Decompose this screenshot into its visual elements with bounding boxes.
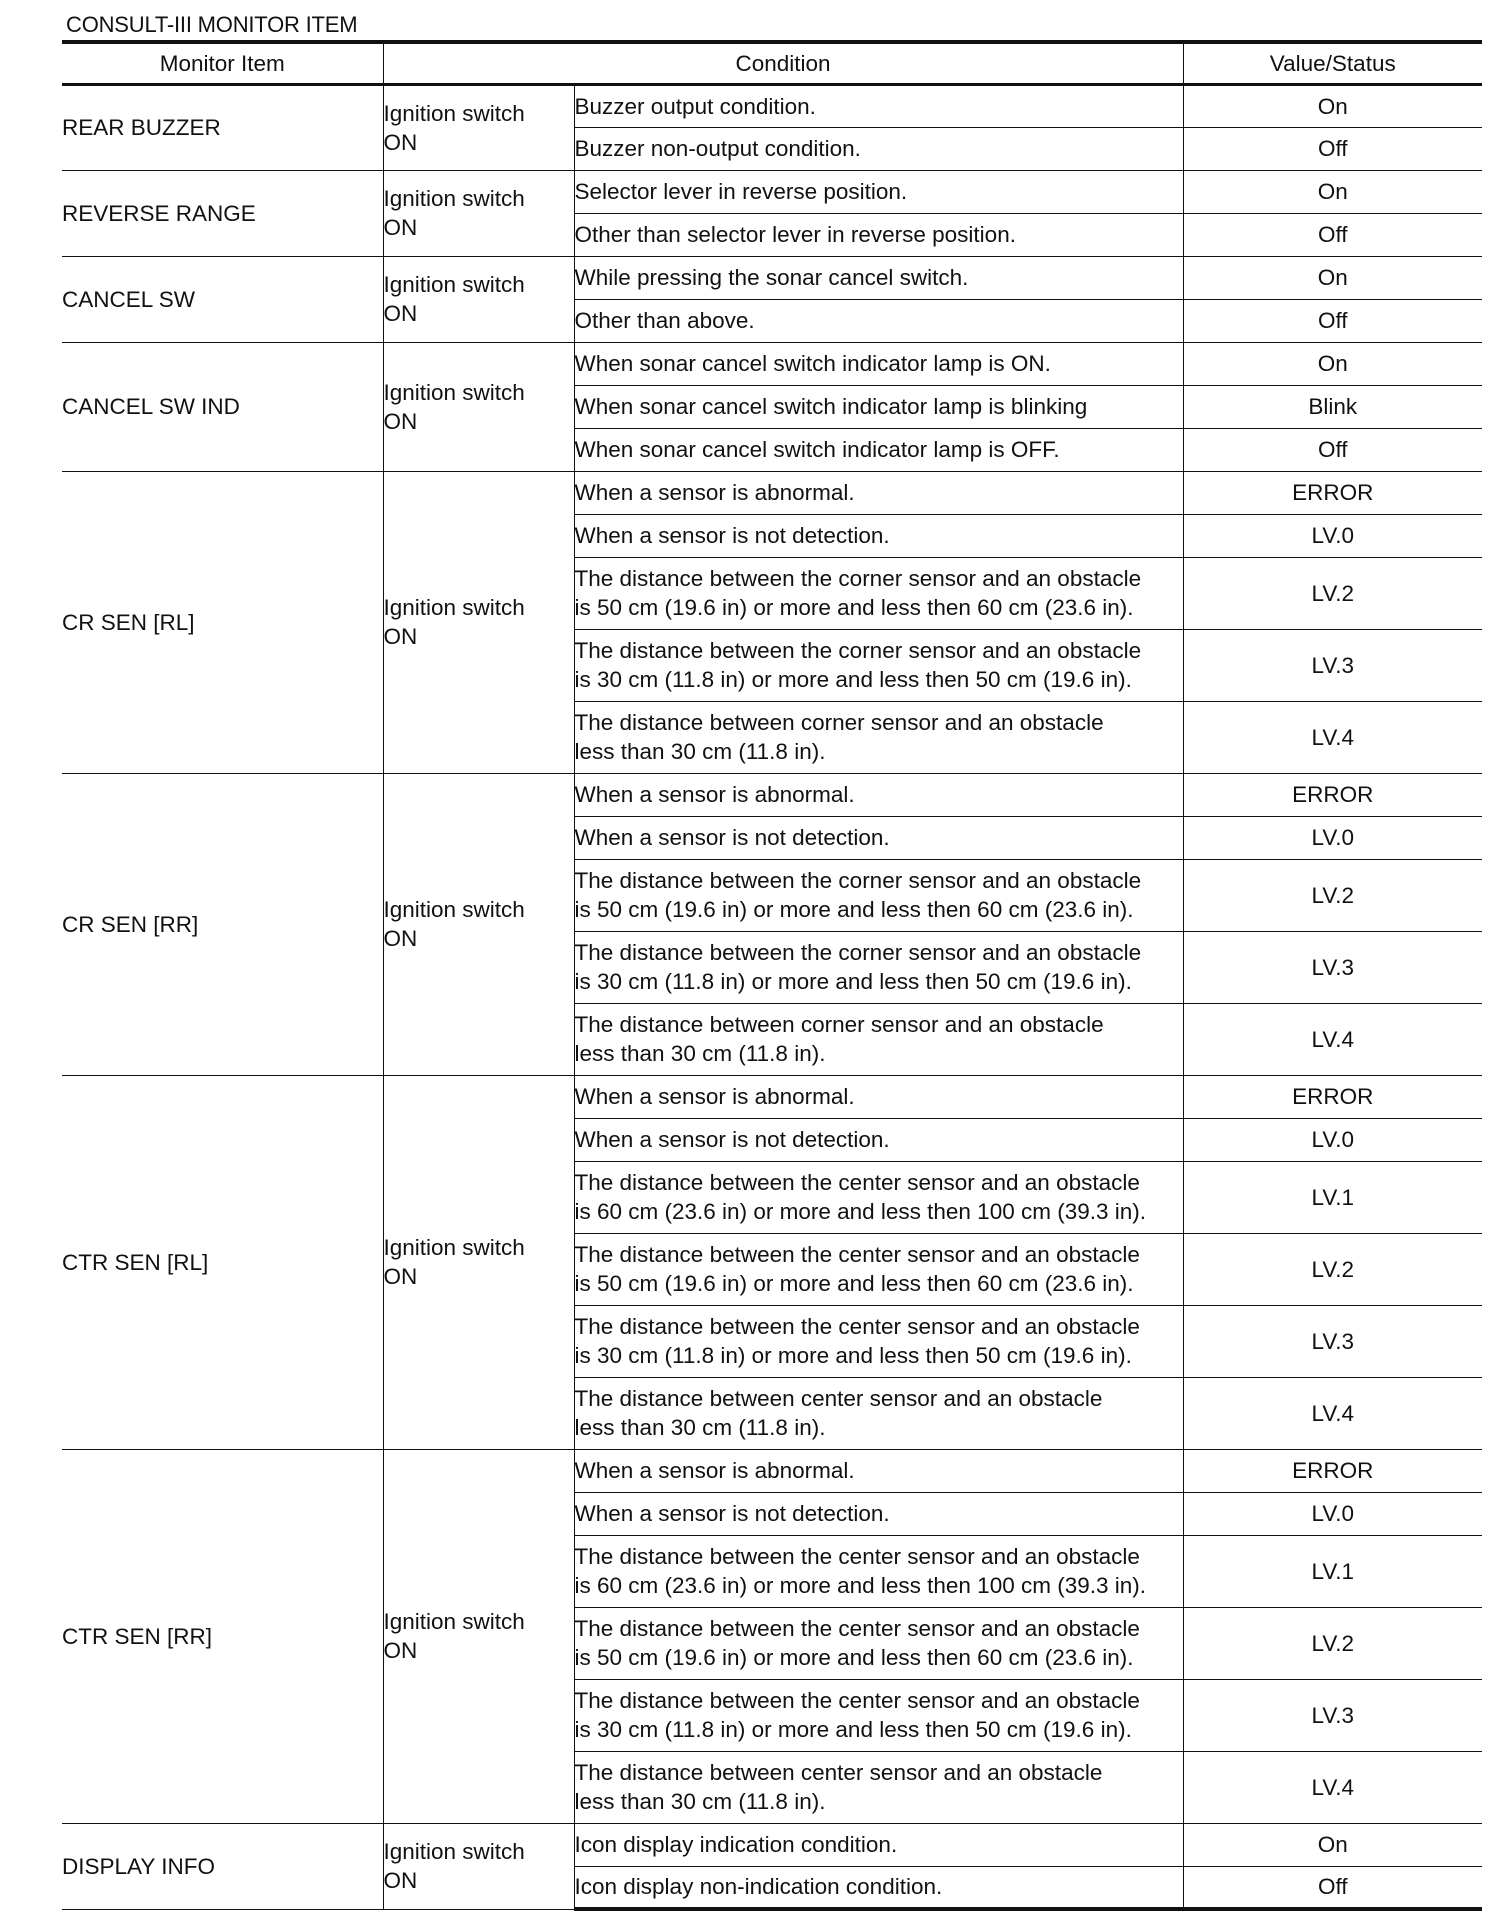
- header-monitor-item: Monitor Item: [62, 42, 383, 84]
- monitor-item-cell: CR SEN [RR]: [62, 773, 383, 1075]
- ignition-switch-label: Ignition switch: [383, 186, 525, 211]
- value-status-cell: LV.0: [1183, 514, 1482, 557]
- ignition-condition-cell: [383, 84, 574, 170]
- monitor-item-cell: CTR SEN [RL]: [62, 1075, 383, 1449]
- table-row: [62, 342, 1482, 385]
- condition-text-line1: When sonar cancel switch indicator lamp is ON.: [574, 351, 1051, 376]
- header-row: [62, 42, 1482, 84]
- condition-text-line1: The distance between the center sensor and an obstacle: [574, 1242, 1140, 1267]
- table-row: [62, 170, 1482, 213]
- value-status-cell: LV.4: [1183, 1003, 1482, 1075]
- table-row: [62, 84, 1482, 127]
- value-status-cell: LV.0: [1183, 1118, 1482, 1161]
- condition-cell: [574, 1233, 1183, 1305]
- condition-text-line2: less than 30 cm (11.8 in).: [574, 739, 826, 764]
- condition-text-line1: Other than selector lever in reverse position.: [574, 222, 1016, 247]
- monitor-item-cell: CR SEN [RL]: [62, 471, 383, 773]
- value-status-cell: ERROR: [1183, 773, 1482, 816]
- condition-text-line1: Buzzer non-output condition.: [574, 136, 861, 161]
- condition-text-line2: is 60 cm (23.6 in) or more and less then 100 cm (39.3 in).: [574, 1573, 1147, 1598]
- value-status-cell: Off: [1183, 127, 1482, 170]
- header-value-status: Value/Status: [1183, 42, 1482, 84]
- condition-text-line2: less than 30 cm (11.8 in).: [574, 1789, 826, 1814]
- condition-text-line1: The distance between the center sensor and an obstacle: [574, 1170, 1140, 1195]
- value-status-cell: ERROR: [1183, 471, 1482, 514]
- condition-text-line1: When a sensor is not detection.: [574, 523, 890, 548]
- condition-cell: [574, 629, 1183, 701]
- value-status-cell: LV.0: [1183, 816, 1482, 859]
- condition-cell: [574, 84, 1183, 127]
- value-status-cell: Off: [1183, 299, 1482, 342]
- value-status-cell: Off: [1183, 1866, 1482, 1909]
- value-status-cell: LV.4: [1183, 701, 1482, 773]
- value-status-cell: ERROR: [1183, 1449, 1482, 1492]
- value-status-cell: LV.2: [1183, 557, 1482, 629]
- ignition-condition-cell: [383, 1823, 574, 1909]
- ignition-switch-label: Ignition switch: [383, 897, 525, 922]
- ignition-switch-label: Ignition switch: [383, 1235, 525, 1260]
- condition-cell: [574, 1823, 1183, 1866]
- condition-text-line2: less than 30 cm (11.8 in).: [574, 1415, 826, 1440]
- table-row: [62, 773, 1482, 816]
- condition-cell: [574, 773, 1183, 816]
- condition-text-line2: is 60 cm (23.6 in) or more and less then 100 cm (39.3 in).: [574, 1199, 1147, 1224]
- condition-cell: [574, 1535, 1183, 1607]
- condition-text-line2: is 30 cm (11.8 in) or more and less then 50 cm (19.6 in).: [574, 667, 1132, 692]
- condition-cell: [574, 1305, 1183, 1377]
- condition-cell: [574, 213, 1183, 256]
- condition-text-line1: When a sensor is abnormal.: [574, 480, 855, 505]
- value-status-cell: On: [1183, 84, 1482, 127]
- condition-cell: [574, 701, 1183, 773]
- value-status-cell: LV.4: [1183, 1751, 1482, 1823]
- value-status-cell: LV.2: [1183, 1233, 1482, 1305]
- value-status-cell: LV.1: [1183, 1535, 1482, 1607]
- condition-text-line1: The distance between corner sensor and an obstacle: [574, 1012, 1104, 1037]
- condition-cell: [574, 1449, 1183, 1492]
- value-status-cell: LV.3: [1183, 931, 1482, 1003]
- value-status-cell: On: [1183, 1823, 1482, 1866]
- condition-text-line2: is 30 cm (11.8 in) or more and less then 50 cm (19.6 in).: [574, 1343, 1132, 1368]
- condition-text-line1: The distance between the center sensor and an obstacle: [574, 1616, 1140, 1641]
- value-status-cell: On: [1183, 256, 1482, 299]
- condition-text-line1: Buzzer output condition.: [574, 93, 816, 119]
- ignition-switch-label: Ignition switch: [383, 379, 525, 405]
- table-row: [62, 1449, 1482, 1492]
- condition-cell: [574, 931, 1183, 1003]
- ignition-state-label: ON: [383, 1638, 418, 1663]
- condition-text-line1: When a sensor is abnormal.: [574, 1458, 855, 1483]
- ignition-condition-cell: [383, 471, 574, 773]
- condition-text-line1: When a sensor is not detection.: [574, 1127, 890, 1152]
- document-title: CONSULT-III MONITOR ITEM: [66, 12, 358, 37]
- value-status-cell: LV.3: [1183, 1679, 1482, 1751]
- ignition-switch-label: Ignition switch: [383, 100, 525, 126]
- value-status-cell: LV.4: [1183, 1377, 1482, 1449]
- condition-cell: [574, 342, 1183, 385]
- condition-text-line2: is 30 cm (11.8 in) or more and less then 50 cm (19.6 in).: [574, 969, 1132, 994]
- condition-cell: [574, 299, 1183, 342]
- condition-cell: [574, 428, 1183, 471]
- condition-cell: [574, 127, 1183, 170]
- condition-cell: [574, 1492, 1183, 1535]
- monitor-item-cell: REVERSE RANGE: [62, 170, 383, 256]
- condition-text-line2: is 30 cm (11.8 in) or more and less then 50 cm (19.6 in).: [574, 1717, 1132, 1742]
- condition-text-line1: When a sensor is abnormal.: [574, 1084, 855, 1109]
- ignition-condition-cell: [383, 1075, 574, 1449]
- condition-cell: [574, 1679, 1183, 1751]
- ignition-state-label: ON: [383, 1264, 418, 1289]
- condition-text-line1: The distance between the center sensor and an obstacle: [574, 1314, 1140, 1339]
- ignition-switch-label: Ignition switch: [383, 595, 525, 620]
- condition-text-line1: The distance between the center sensor and an obstacle: [574, 1688, 1140, 1713]
- condition-text-line1: Other than above.: [574, 308, 755, 333]
- monitor-item-cell: CTR SEN [RR]: [62, 1449, 383, 1823]
- condition-text-line1: The distance between center sensor and an obstacle: [574, 1386, 1103, 1411]
- condition-text-line1: When sonar cancel switch indicator lamp is blinking: [574, 394, 1088, 419]
- ignition-switch-label: Ignition switch: [383, 272, 525, 297]
- ignition-condition-cell: [383, 256, 574, 342]
- condition-text-line1: The distance between the corner sensor and an obstacle: [574, 566, 1142, 591]
- value-status-cell: On: [1183, 170, 1482, 213]
- condition-text-line1: The distance between the center sensor and an obstacle: [574, 1544, 1140, 1569]
- condition-text-line1: While pressing the sonar cancel switch.: [574, 265, 969, 290]
- value-status-cell: LV.1: [1183, 1161, 1482, 1233]
- condition-text-line1: The distance between the corner sensor and an obstacle: [574, 940, 1142, 965]
- value-status-cell: Off: [1183, 428, 1482, 471]
- condition-cell: [574, 859, 1183, 931]
- condition-cell: [574, 1751, 1183, 1823]
- condition-cell: [574, 816, 1183, 859]
- ignition-condition-cell: [383, 1449, 574, 1823]
- monitor-item-cell: DISPLAY INFO: [62, 1823, 383, 1909]
- ignition-condition-cell: [383, 773, 574, 1075]
- monitor-item-cell: REAR BUZZER: [62, 84, 383, 170]
- value-status-cell: Off: [1183, 213, 1482, 256]
- ignition-state-label: ON: [383, 1868, 418, 1893]
- ignition-state-label: ON: [383, 624, 418, 649]
- ignition-switch-label: Ignition switch: [383, 1839, 525, 1864]
- condition-cell: [574, 1377, 1183, 1449]
- condition-cell: [574, 1003, 1183, 1075]
- ignition-switch-label: Ignition switch: [383, 1609, 525, 1634]
- table-row: [62, 256, 1482, 299]
- condition-cell: [574, 256, 1183, 299]
- ignition-state-label: ON: [383, 215, 418, 240]
- value-status-cell: Blink: [1183, 385, 1482, 428]
- condition-text-line2: is 50 cm (19.6 in) or more and less then 60 cm (23.6 in).: [574, 1645, 1134, 1670]
- ignition-condition-cell: [383, 170, 574, 256]
- condition-text-line1: Selector lever in reverse position.: [574, 179, 908, 204]
- header-condition: Condition: [383, 42, 1183, 84]
- condition-text-line1: When a sensor is not detection.: [574, 1501, 890, 1526]
- condition-text-line1: The distance between center sensor and an obstacle: [574, 1760, 1103, 1785]
- table-body: [62, 84, 1482, 1909]
- table-row: [62, 1823, 1482, 1866]
- ignition-state-label: ON: [383, 408, 418, 434]
- condition-text-line1: Icon display non-indication condition.: [574, 1874, 943, 1900]
- value-status-cell: LV.3: [1183, 1305, 1482, 1377]
- condition-text-line2: less than 30 cm (11.8 in).: [574, 1041, 826, 1066]
- condition-cell: [574, 1607, 1183, 1679]
- ignition-state-label: ON: [383, 926, 418, 951]
- condition-text-line1: The distance between the corner sensor and an obstacle: [574, 638, 1142, 663]
- ignition-condition-cell: [383, 342, 574, 471]
- condition-text-line2: is 50 cm (19.6 in) or more and less then 60 cm (23.6 in).: [574, 897, 1134, 922]
- condition-text-line2: is 50 cm (19.6 in) or more and less then 60 cm (23.6 in).: [574, 1271, 1134, 1296]
- condition-cell: [574, 1075, 1183, 1118]
- ignition-state-label: ON: [383, 129, 418, 155]
- monitor-item-table: [62, 40, 1482, 1911]
- condition-cell: [574, 1161, 1183, 1233]
- condition-text-line1: The distance between corner sensor and an obstacle: [574, 710, 1104, 735]
- monitor-item-cell: CANCEL SW IND: [62, 342, 383, 471]
- condition-cell: [574, 471, 1183, 514]
- value-status-cell: ERROR: [1183, 1075, 1482, 1118]
- value-status-cell: On: [1183, 342, 1482, 385]
- condition-cell: [574, 1866, 1183, 1909]
- monitor-item-cell: CANCEL SW: [62, 256, 383, 342]
- condition-cell: [574, 170, 1183, 213]
- condition-cell: [574, 514, 1183, 557]
- table-row: [62, 1075, 1482, 1118]
- condition-text-line1: The distance between the corner sensor and an obstacle: [574, 868, 1142, 893]
- value-status-cell: LV.2: [1183, 859, 1482, 931]
- table-row: [62, 471, 1482, 514]
- value-status-cell: LV.0: [1183, 1492, 1482, 1535]
- condition-text-line1: When a sensor is not detection.: [574, 825, 890, 850]
- value-status-cell: LV.3: [1183, 629, 1482, 701]
- condition-text-line1: When sonar cancel switch indicator lamp is OFF.: [574, 437, 1060, 462]
- condition-cell: [574, 557, 1183, 629]
- condition-text-line1: Icon display indication condition.: [574, 1832, 898, 1857]
- condition-cell: [574, 385, 1183, 428]
- condition-text-line1: When a sensor is abnormal.: [574, 782, 855, 807]
- value-status-cell: LV.2: [1183, 1607, 1482, 1679]
- condition-text-line2: is 50 cm (19.6 in) or more and less then 60 cm (23.6 in).: [574, 595, 1134, 620]
- ignition-state-label: ON: [383, 301, 418, 326]
- condition-cell: [574, 1118, 1183, 1161]
